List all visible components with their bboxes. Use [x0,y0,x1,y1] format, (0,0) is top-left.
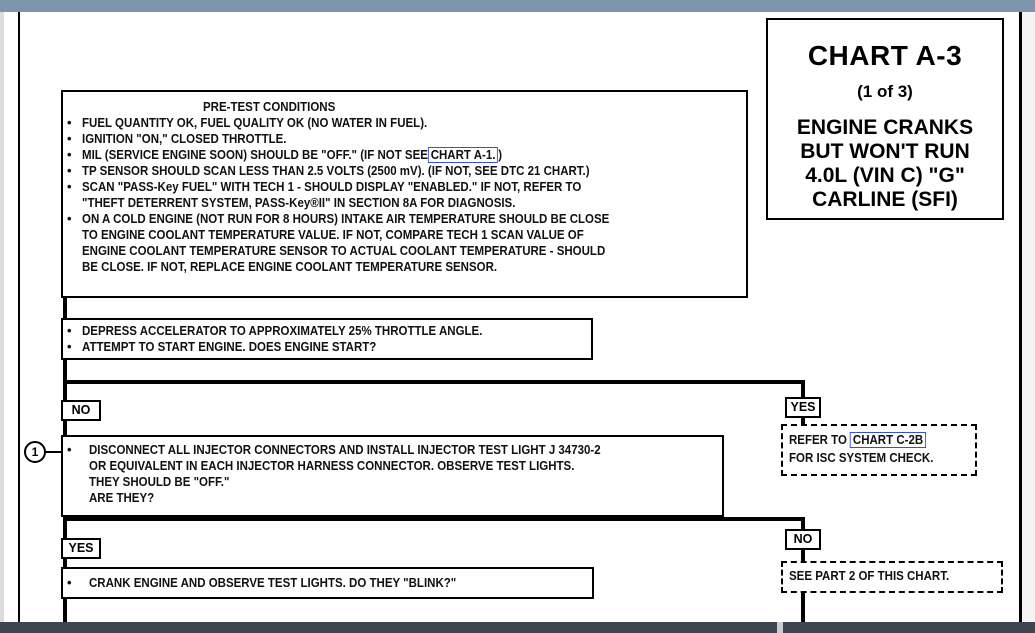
yes-label: YES [785,397,821,418]
flow-connector [801,593,805,622]
bullet: • [67,339,72,354]
pretest-line: ON A COLD ENGINE (NOT RUN FOR 8 HOURS) INTAKE AIR TEMPERATURE SHOULD BE CLOSE [82,212,610,226]
no-label: NO [61,400,101,421]
chart-a1-link[interactable]: CHART A-1. [428,147,498,163]
step-start-line: ATTEMPT TO START ENGINE. DOES ENGINE START? [82,340,377,354]
bullet: • [67,211,72,226]
flow-connector [801,380,805,398]
pretest-line: TP SENSOR SHOULD SCAN LESS THAN 2.5 VOLTS (2500 mV). (IF NOT, SEE DTC 21 CHART.) [82,164,590,178]
step-injector-line: DISCONNECT ALL INJECTOR CONNECTORS AND INSTALL INJECTOR TEST LIGHT J 34730-2 [89,443,601,457]
chart-part: (1 of 3) [857,82,913,101]
refer-isc-line: REFER TO CHART C-2B [789,433,926,449]
step-crank-text: CRANK ENGINE AND OBSERVE TEST LIGHTS. DO THEY "BLINK?" [89,576,457,590]
chart-number: CHART A-3 [807,40,963,71]
step-injector-line: THEY SHOULD BE "OFF." [89,475,230,489]
pretest-line: BE CLOSE. IF NOT, REPLACE ENGINE COOLANT TEMPERATURE SENSOR. [82,260,498,274]
step-number-marker: 1 [24,441,46,463]
bullet: • [67,163,72,178]
bullet: • [67,131,72,146]
flow-connector [801,517,805,529]
pretest-line: IGNITION "ON," CLOSED THROTTLE. [82,132,287,146]
viewer-top-bar [0,0,1035,12]
viewer-bottom-bar [0,622,1035,633]
viewer-right-edge [1022,12,1035,622]
viewer-left-edge [0,12,4,622]
yes-label: YES [61,538,101,559]
flow-connector [63,599,67,622]
branch-line [63,380,805,384]
pretest-line: SCAN "PASS-Key FUEL" WITH TECH 1 - SHOULD DISPLAY "ENABLED." IF NOT, REFER TO [82,180,582,194]
chart-c2b-link[interactable]: CHART C-2B [850,432,926,448]
bullet: • [67,575,72,590]
refer-isc-line: FOR ISC SYSTEM CHECK. [789,451,934,465]
chart-title-block [766,18,1004,220]
step-injector-line: OR EQUIVALENT IN EACH INJECTOR HARNESS CONNECTOR. OBSERVE TEST LIGHTS. [89,459,575,473]
flow-connector [63,298,67,320]
marker-leader [46,451,62,453]
see-part-2-text: SEE PART 2 OF THIS CHART. [789,569,950,583]
step-start-line: DEPRESS ACCELERATOR TO APPROXIMATELY 25% THROTTLE ANGLE. [82,324,483,338]
bullet: • [67,179,72,194]
bullet: • [67,147,72,162]
pretest-line: TO ENGINE COOLANT TEMPERATURE VALUE. IF NOT, COMPARE TECH 1 SCAN VALUE OF [82,228,584,242]
pretest-heading: PRE-TEST CONDITIONS [203,100,336,114]
chart-description: ENGINE CRANKS BUT WON'T RUN 4.0L (VIN C) "G" CARLINE (SFI) [796,116,974,211]
pretest-line: MIL (SERVICE ENGINE SOON) SHOULD BE "OFF." (IF NOT SEE CHART A-1. ) [82,148,503,162]
pretest-line: ENGINE COOLANT TEMPERATURE SENSOR TO ACTUAL COOLANT TEMPERATURE - SHOULD [82,244,606,258]
pretest-line: FUEL QUANTITY OK, FUEL QUALITY OK (NO WATER IN FUEL). [82,116,428,130]
bullet: • [67,442,72,457]
step-injector-line: ARE THEY? [89,491,155,505]
no-label: NO [785,529,821,550]
viewer-bottom-gap [777,622,783,633]
branch-line [63,517,805,521]
bullet: • [67,323,72,338]
pretest-line: "THEFT DETERRENT SYSTEM, PASS-Key®II" IN SECTION 8A FOR DIAGNOSIS. [82,196,516,210]
bullet: • [67,115,72,130]
